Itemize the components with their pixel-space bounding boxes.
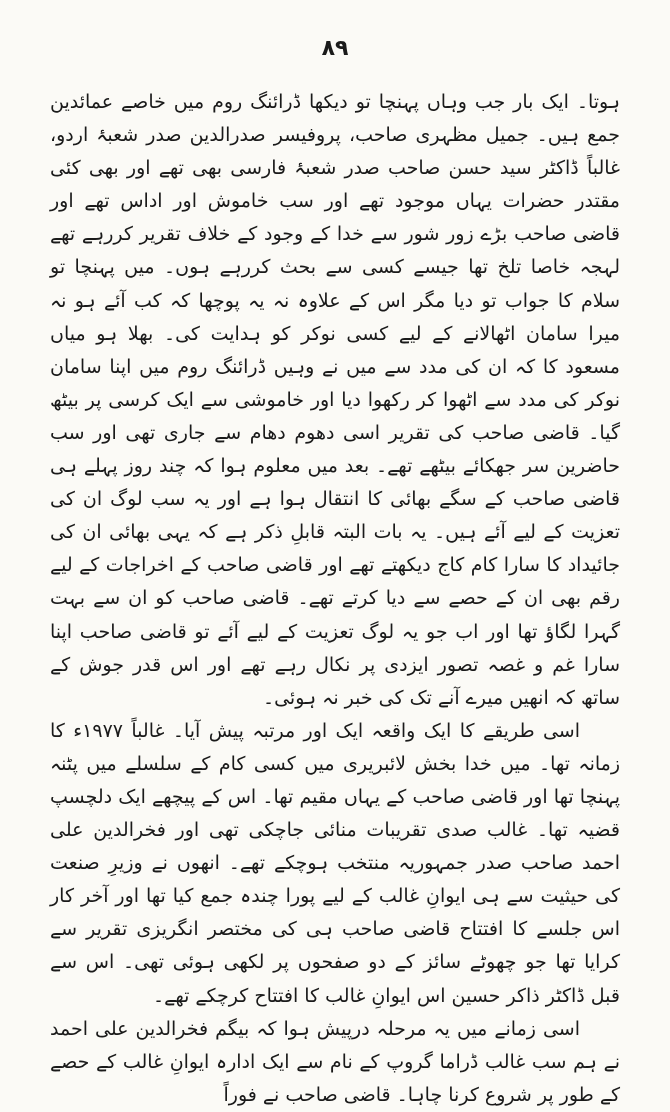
page-number: ۸۹: [321, 36, 349, 61]
paragraph-3: اسی زمانے میں یہ مرحلہ درپیش ہوا کہ بیگم فخرالدین علی احمد نے ہم سب غالب ڈراما گروپ کے نام سے ایک ادارہ ایوانِ غالب کے حصے کے طور پر شروع کرنا چاہا۔ قاضی صاحب نے فوراً: [50, 1017, 620, 1106]
paragraph-1: ہوتا۔ ایک بار جب وہاں پہنچا تو دیکھا ڈرائنگ روم میں خاصے عمائدین جمع ہیں۔ جمیل مظہری صاحب، پروفیسر صدرالدین صدر شعبۂ اردو، غالباً ڈاکٹر سید حسن صاحب صدر شعبۂ فارسی بھی تھے اور بھی کئی مقتدر حضرات یہاں موجود تھے اور سب خاموش اور اداس تھے اور قاضی صاحب بڑے زور شور سے خدا کے وجود کے خلاف تقریر کررہے تھے لہجہ خاصا تلخ تھا جیسے کسی سے بحث کررہے ہوں۔ میں پہنچا تو سلام کا جواب تو دیا مگر اس کے علاوہ نہ یہ پوچھا کہ کب آئے ہو نہ میرا سامان اٹھالانے کے لیے کسی نوکر کو ہدایت کی۔ بھلا ہو میاں مسعود کا کہ ان کی مدد سے میں نے وہیں ڈرائنگ روم میں اپنا سامان نوکر کی مدد سے اٹھوا کر رکھوا دیا اور خاموشی سے ایک کرسی پر بیٹھ گیا۔ قاضی صاحب کی تقریر اسی دھوم دھام سے جاری تھی اور سب حاضرین سر جھکائے بیٹھے تھے۔ بعد میں معلوم ہوا کہ چند روز پہلے ہی قاضی صاحب کے سگے بھائی کا انتقال ہوا ہے اور یہ سب لوگ ان کی تعزیت کے لیے آئے ہیں۔ یہ بات البتہ قابلِ ذکر ہے کہ یہی بھائی ان کی جائیداد کا سارا کام کاج دیکھتے تھے اور قاضی صاحب کے اخراجات کے لیے رقم بھی ان کے حصے سے دیا کرتے تھے۔ قاضی صاحب کو ان سے بہت گہرا لگاؤ تھا اور اب جو یہ لوگ تعزیت کے لیے آئے تو قاضی صاحب اپنا سارا غم و غصہ تصور ایزدی پر نکال رہے تھے اور اس قدر جوش کے ساتھ کہ انھیں میرے آنے تک کی خبر نہ ہوئی۔: [50, 91, 620, 709]
paragraph-2: اسی طریقے کا ایک واقعہ ایک اور مرتبہ پیش آیا۔ غالباً ۱۹۷۷ء کا زمانہ تھا۔ میں خدا بخش لائبریری میں کسی کام کے سلسلے میں پٹنہ پہنچا تھا اور قاضی صاحب کے یہاں مقیم تھا۔ اس کے پیچھے ایک دلچسپ قضیہ تھا۔ غالب صدی تقریبات منائی جاچکی تھی اور فخرالدین علی احمد صاحب صدر جمہوریہ منتخب ہوچکے تھے۔ انھوں نے وزیرِ صنعت کی حیثیت سے ہی ایوانِ غالب کے لیے پورا چندہ جمع کیا تھا اور آخر کار اس جلسے کا افتتاح قاضی صاحب ہی کی مختصر انگریزی تقریر سے کرایا تھا جو چھوٹے سائز کے دو صفحوں پر لکھی ہوئی تھی۔ اس سے قبل ڈاکٹر ذاکر حسین اس ایوانِ غالب کا افتتاح کرچکے تھے۔: [50, 719, 620, 1007]
page-body: [50, 86, 620, 1112]
